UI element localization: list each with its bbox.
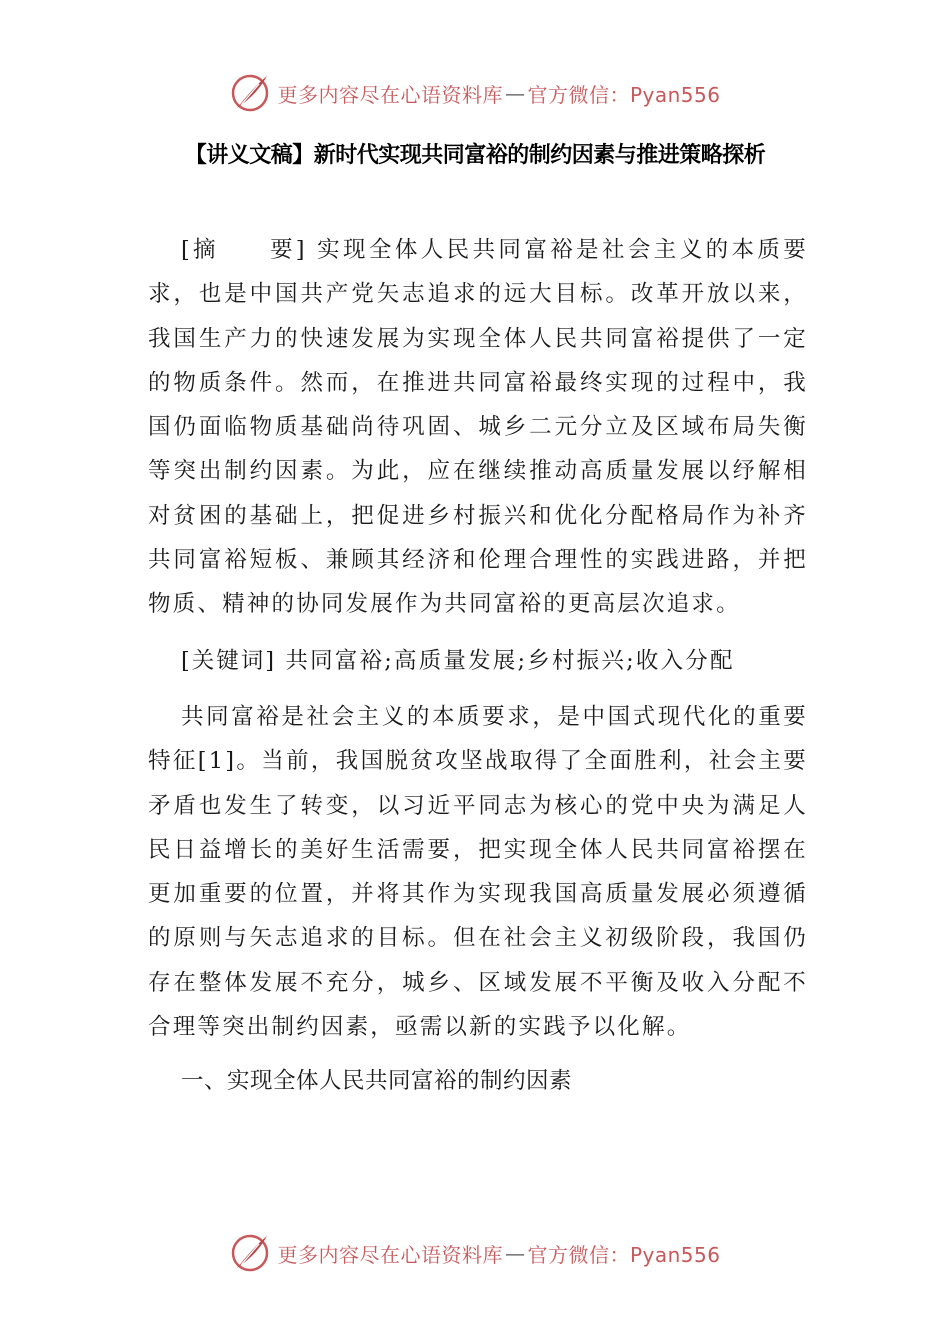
- body-paragraph: 共同富裕是社会主义的本质要求，是中国式现代化的重要特征[1]。当前，我国脱贫攻坚战取得了全面胜利，社会主要矛盾也发生了转变，以习近平同志为核心的党中央为满足人民日益增长的美好生活需要，把实现全体人民共同富裕摆在更加重要的位置，并将其作为实现我国高质量发展必须遵循的原则与矢志追求的目标。但在社会主义初级阶段，我国仍存在整体发展不充分，城乡、区域发展不平衡及收入分配不合理等突出制约因素，亟需以新的实践予以化解。: [148, 703, 808, 1041]
- banner-text: 更多内容尽在心语资料库: [277, 1242, 503, 1267]
- abstract-label: [摘 要]: [181, 237, 307, 263]
- keywords-label: [关键词]: [181, 647, 277, 674]
- feather-quill-logo-icon: [229, 1232, 271, 1274]
- banner-separator: —: [504, 1241, 526, 1265]
- banner-wechat: 官方微信：Pyan556: [527, 82, 721, 107]
- keywords-paragraph: [148, 639, 808, 683]
- footer-banner: [0, 1230, 950, 1276]
- keywords-text: 共同富裕;高质量发展;乡村振兴;收入分配: [285, 647, 735, 674]
- banner-separator: —: [504, 81, 526, 105]
- abstract-text: 实现全体人民共同富裕是社会主义的本质要求，也是中国共产党矢志追求的远大目标。改革开放以来，我国生产力的快速发展为实现全体人民共同富裕提供了一定的物质条件。然而，在推进共同富裕最终实现的过程中，我国仍面临物质基础尚待巩固、城乡二元分立及区域布局失衡等突出制约因素。为此，应在继续推动高质量发展以纾解相对贫困的基础上，把促进乡村振兴和优化分配格局作为补齐共同富裕短板、兼顾其经济和伦理合理性的实践进路，并把物质、精神的协同发展作为共同富裕的更高层次追求。: [148, 237, 809, 618]
- document-title: 【讲义文稿】新时代实现共同富裕的制约因素与推进策略探析: [184, 143, 766, 168]
- banner-text: 更多内容尽在心语资料库: [277, 82, 503, 107]
- section-heading: 一、实现全体人民共同富裕的制约因素: [181, 1068, 573, 1095]
- banner-wechat: 官方微信：Pyan556: [527, 1242, 721, 1267]
- document-body: [148, 228, 808, 1103]
- header-banner: [0, 70, 950, 116]
- feather-quill-logo-icon: [229, 72, 271, 114]
- abstract-paragraph: [148, 228, 808, 627]
